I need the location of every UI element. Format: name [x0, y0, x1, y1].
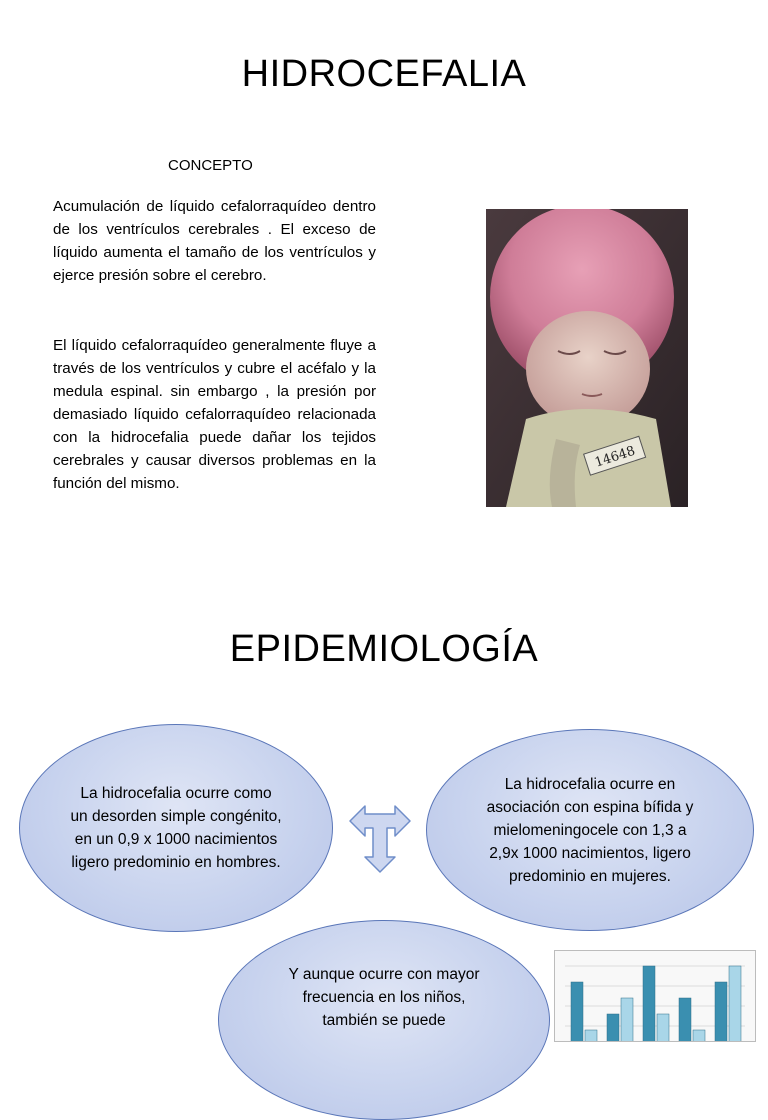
bubble-left-text: La hidrocefalia ocurre como un desorden simple congénito, en un 0,9 x 1000 nacimientos ligero predominio en hombres. [70, 785, 282, 871]
bubble-right [426, 729, 754, 931]
mini-bar-chart [554, 950, 756, 1042]
hydrocephalus-infant-photo [486, 209, 688, 507]
section-title-epidemiologia: EPIDEMIOLOGÍA [229, 628, 539, 670]
bubble-bottom [218, 920, 550, 1120]
chart-bar [621, 998, 633, 1041]
subheading-concepto: CONCEPTO [168, 157, 253, 174]
double-arrow-icon [347, 801, 413, 875]
chart-bar [571, 982, 583, 1041]
chart-bar [657, 1014, 669, 1041]
chart-bar [643, 966, 655, 1041]
page-title-hidrocefalia: HIDROCEFALIA [241, 53, 527, 95]
concept-paragraph-2: El líquido cefalorraquídeo generalmente fluye a través de los ventrículos y cubre el acéfalo y la medula espinal. sin embargo , la presión por demasiado líquido cefalorraquídeo relacionada con la hidrocefalia puede dañar los tejidos cerebrales y causar diversos problemas en la función del mismo. [53, 337, 376, 492]
concept-paragraph-1: Acumulación de líquido cefalorraquídeo dentro de los ventrículos cerebrales . El exceso de líquido aumenta el tamaño de los ventrículos y ejerce presión sobre el cerebro. [53, 198, 376, 284]
chart-bar [679, 998, 691, 1041]
bubble-right-text: La hidrocefalia ocurre en asociación con espina bífida y mielomeningocele con 1,3 a 2,9x 1000 nacimientos, ligero predominio en mujeres. [486, 775, 694, 885]
chart-bar [729, 966, 741, 1041]
chart-bar [607, 1014, 619, 1041]
bubble-left [19, 724, 333, 932]
chart-bar [693, 1030, 705, 1041]
bubble-bottom-text: Y aunque ocurre con mayor frecuencia en los niños, también se puede [288, 966, 480, 1029]
photo-tag-number: 14648 [593, 443, 638, 471]
chart-bar [585, 1030, 597, 1041]
chart-bar [715, 982, 727, 1041]
